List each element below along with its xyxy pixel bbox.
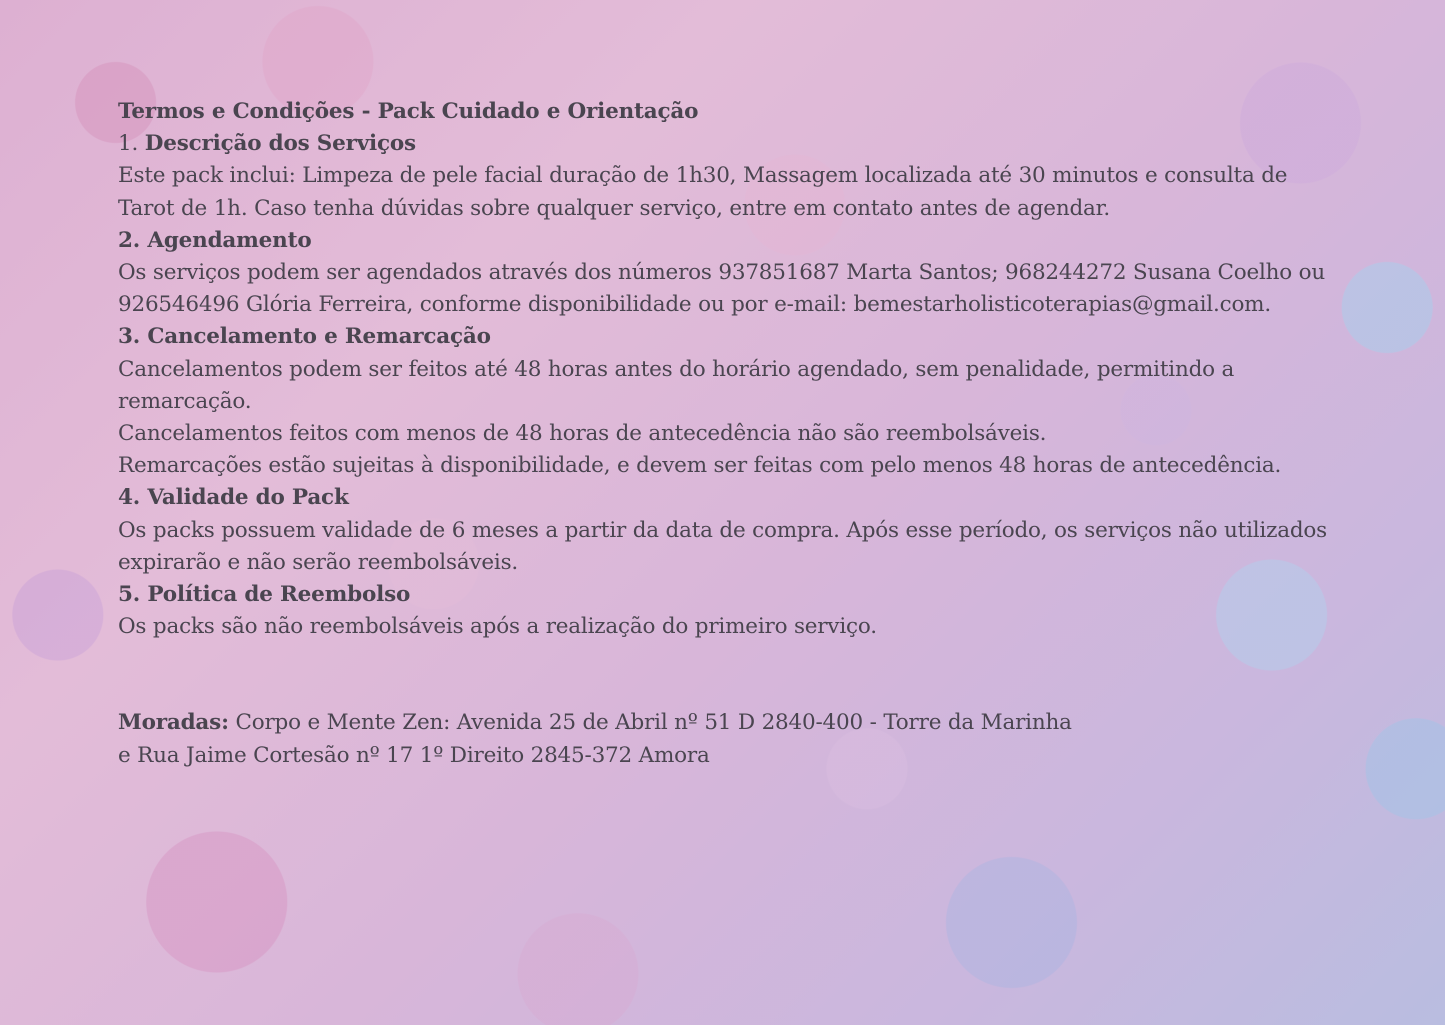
section-1-paragraph: Este pack inclui: Limpeza de pele facial duração de 1h30, Massagem localizada até 30 minutos e consulta de Tarot de 1h. Caso tenha dúvidas sobre qualquer serviço, entre em contato antes de agendar. [118, 163, 1288, 221]
section-3-paragraph-3: Remarcações estão sujeitas à disponibilidade, e devem ser feitas com pelo menos 48 horas de antecedência. [118, 453, 1282, 479]
spacer [118, 643, 1343, 707]
section-5-paragraph: Os packs são não reembolsáveis após a realização do primeiro serviço. [118, 614, 877, 640]
section-title-2: Agendamento [147, 227, 312, 253]
section-4-paragraph: Os packs possuem validade de 6 meses a partir da data de compra. Após esse período, os serviços não utilizados expirarão e não serão reembolsáveis. [118, 517, 1327, 575]
section-heading-5 [118, 579, 1343, 611]
section-heading-3 [118, 321, 1343, 353]
section-title-1: Descrição dos Serviços [144, 131, 416, 157]
section-number-5: 5. [118, 582, 141, 608]
section-heading-4 [118, 482, 1343, 514]
section-title-3: Cancelamento e Remarcação [147, 324, 491, 350]
section-2-paragraph: Os serviços podem ser agendados através dos números 937851687 Marta Santos; 968244272 Susana Coelho ou 926546496 Glória Ferreira, conforme disponibilidade ou por e-mail: bemestarholisticoterapias@gmail.com. [118, 260, 1326, 318]
section-title-5: Política de Reembolso [147, 582, 411, 608]
addresses-label: Moradas: [118, 710, 229, 736]
section-heading-2 [118, 225, 1343, 257]
section-number-1: 1. [118, 131, 139, 157]
document-title: Termos e Condições - Pack Cuidado e Orientação [118, 99, 699, 124]
section-3-paragraph-1: Cancelamentos podem ser feitos até 48 horas antes do horário agendado, sem penalidade, permitindo a remarcação. [118, 356, 1235, 414]
address-2: e Rua Jaime Cortesão nº 17 1º Direito 2845-372 Amora [118, 742, 710, 768]
section-number-3: 3. [118, 324, 141, 350]
section-heading-1 [118, 128, 1343, 160]
section-3-paragraph-2: Cancelamentos feitos com menos de 48 horas de antecedência não são reembolsáveis. [118, 421, 1047, 447]
address-1: Corpo e Mente Zen: Avenida 25 de Abril nº 51 D 2840-400 - Torre da Marinha [235, 710, 1072, 736]
terms-document [118, 96, 1343, 772]
section-number-2: 2. [118, 227, 141, 253]
addresses-line-1 [118, 707, 1343, 739]
section-number-4: 4. [118, 485, 141, 511]
section-title-4: Validade do Pack [147, 485, 349, 511]
